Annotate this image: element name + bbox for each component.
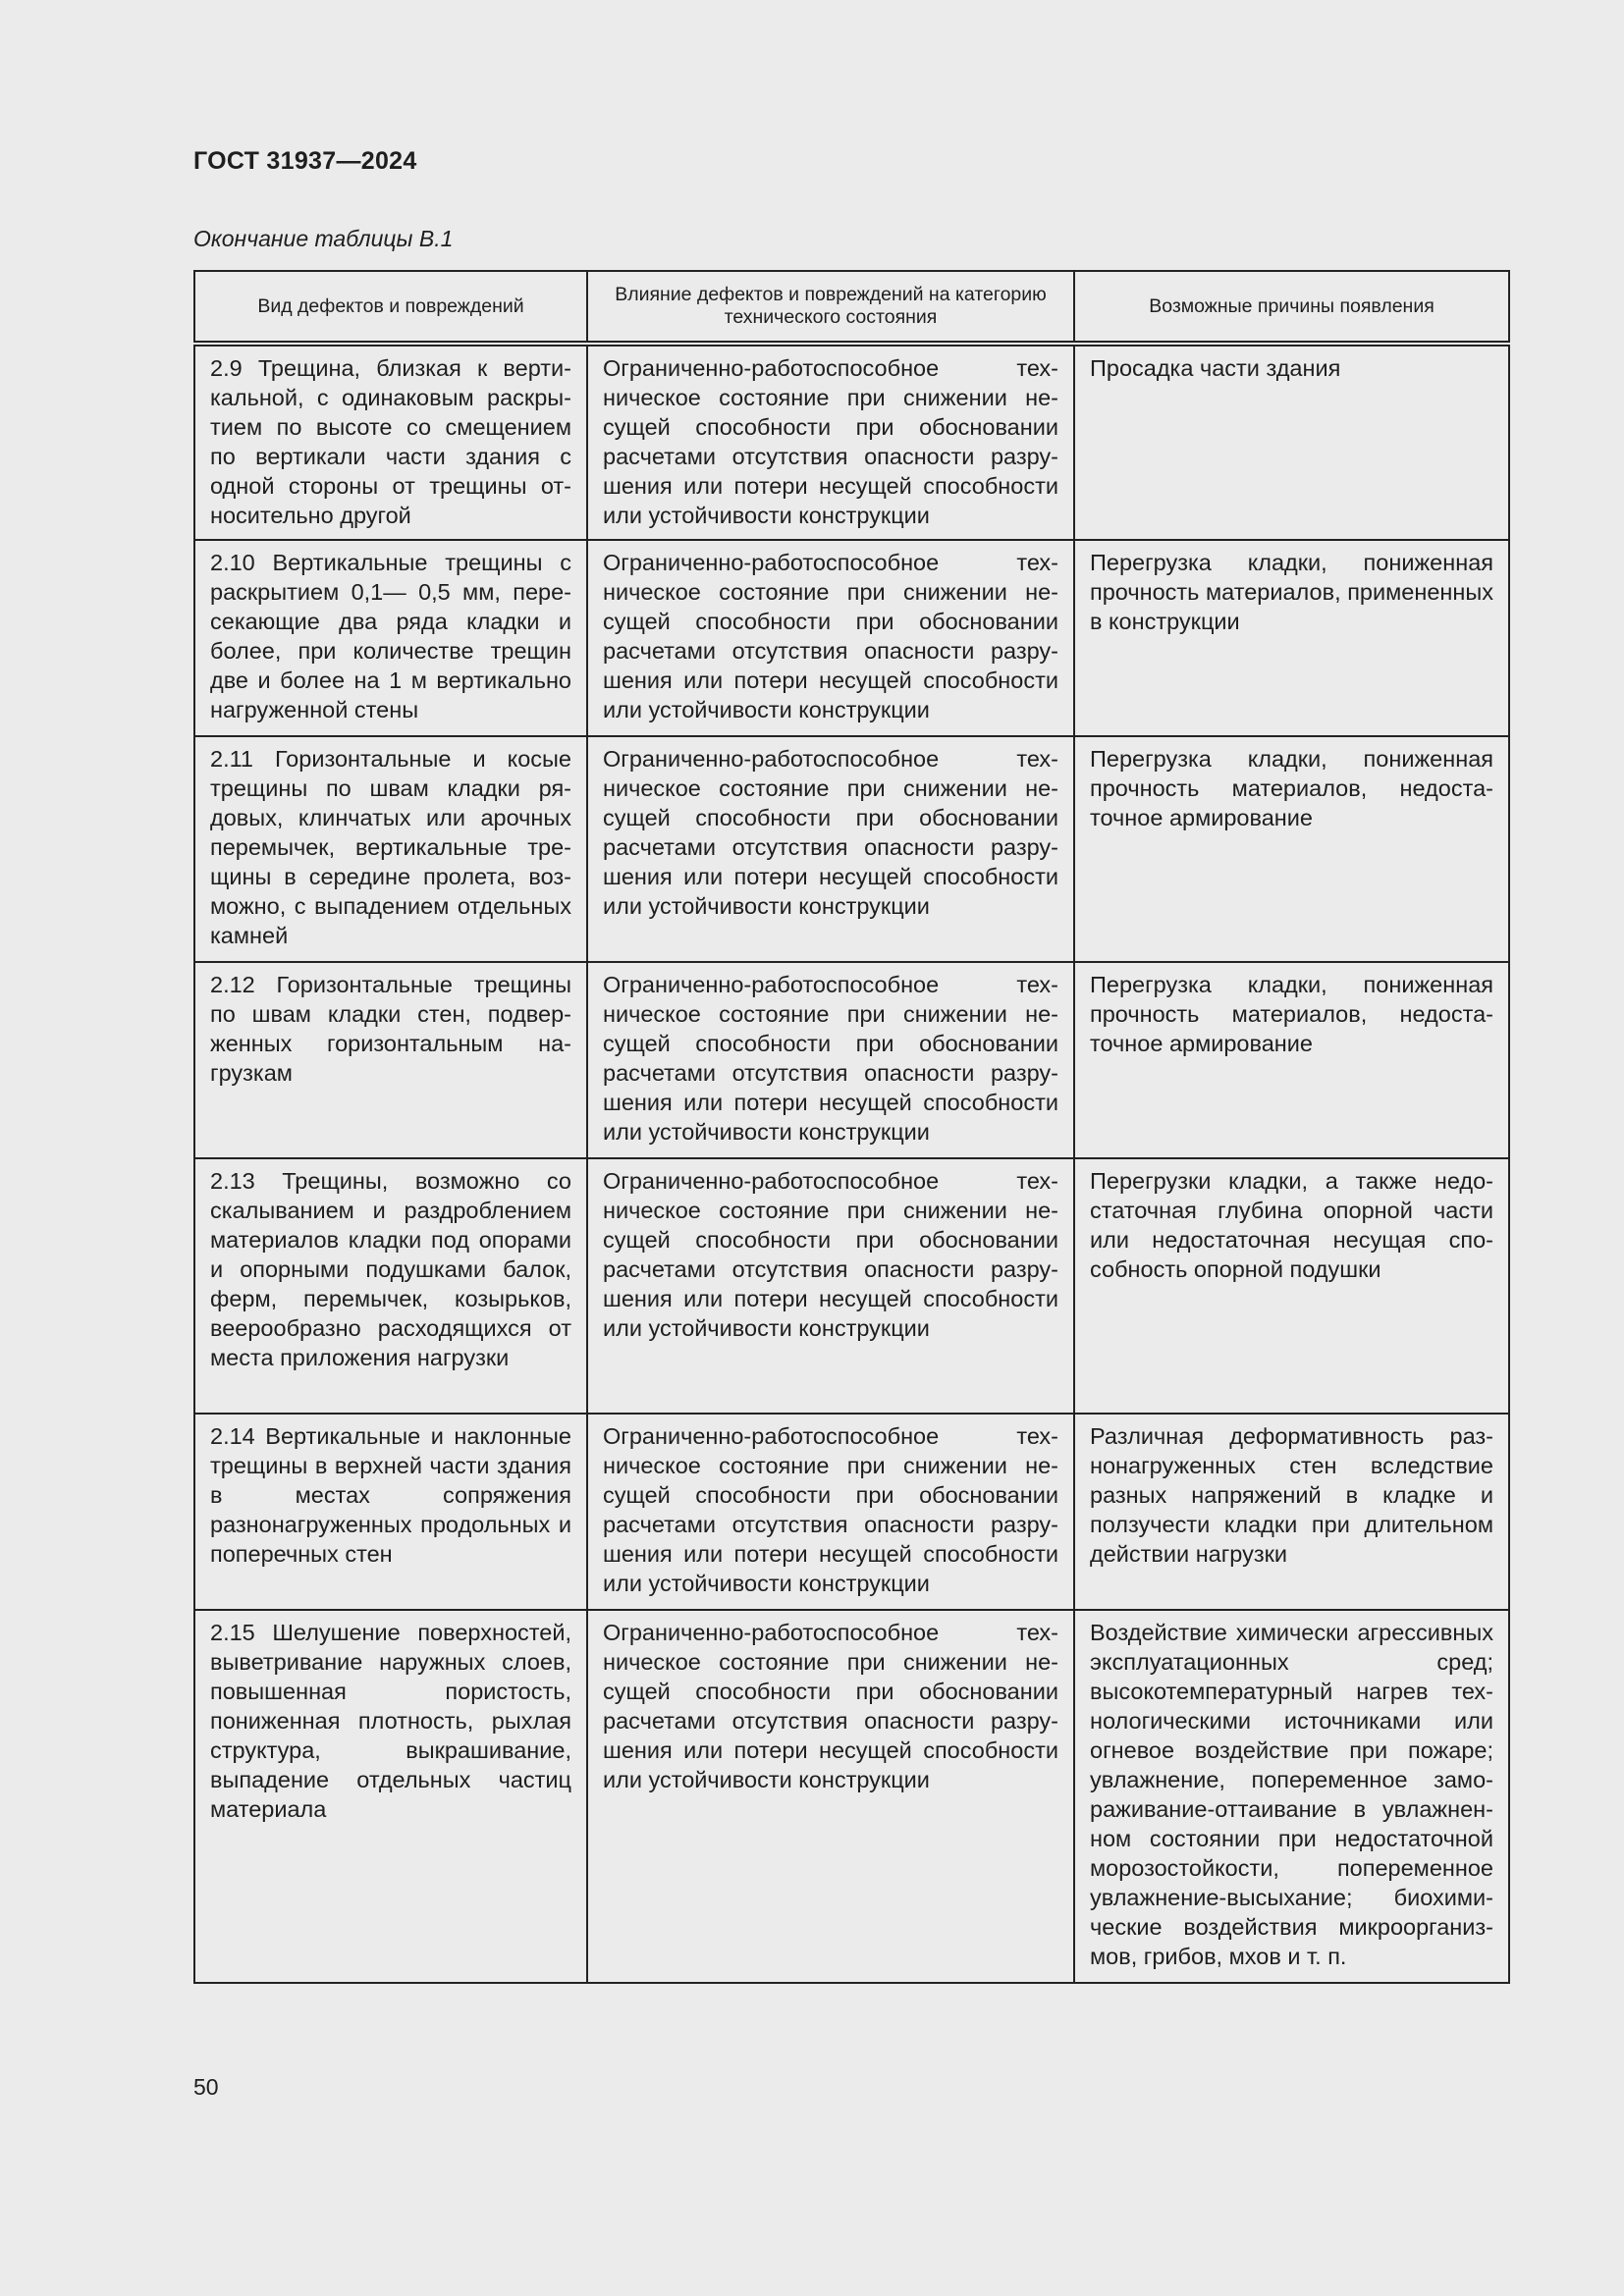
- table-header-row: [194, 271, 1509, 344]
- table-caption: Окончание таблицы В.1: [193, 226, 454, 251]
- cell-defect: 2.11 Горизонтальные и косые трещины по швам кладки рядовых, клинчатых или арочных перемычек, вертикальные трещины в середине пролета, возможно, с выпадением отдельных камней: [194, 736, 587, 962]
- cell-cause: Просадка части здания: [1074, 344, 1509, 540]
- cell-defect: 2.10 Вертикальные трещины с раскрытием 0,1— 0,5 мм, пересекающие два ряда кладки и более, при количестве трещин две и более на 1 м вертикально нагруженной стены: [194, 540, 587, 736]
- document-code: ГОСТ 31937—2024: [193, 147, 417, 175]
- page-number: 50: [193, 2074, 219, 2100]
- cell-impact: Ограниченно-работоспособное техническое состояние при снижении несущей способности при обосновании расчетами отсутствия опасности разрушения или потери несущей способности или устойчивости конструкции: [587, 1414, 1074, 1610]
- cell-cause: Перегрузки кладки, а также недостаточная глубина опорной части или недостаточная несущая способность опорной подушки: [1074, 1158, 1509, 1414]
- cell-defect: 2.9 Трещина, близкая к вертикальной, с одинаковым раскрытием по высоте со смещением по вертикали части здания с одной стороны от трещины относительно другой: [194, 344, 587, 540]
- defects-table: [193, 270, 1510, 1984]
- cell-defect: 2.15 Шелушение поверхностей, выветривание наружных слоев, повышенная пористость, пониженная плотность, рыхлая структура, выкрашивание, выпадение отдельных частиц материала: [194, 1610, 587, 1983]
- table-row: [194, 344, 1509, 540]
- cell-impact: Ограниченно-работоспособное техническое состояние при снижении несущей способности при обосновании расчетами отсутствия опасности разрушения или потери несущей способности или устойчивости конструкции: [587, 736, 1074, 962]
- cell-cause: Перегрузка кладки, пониженная прочность материалов, недостаточное армирование: [1074, 962, 1509, 1158]
- table-row: [194, 962, 1509, 1158]
- cell-cause: Перегрузка кладки, пониженная прочность материалов, примененных в конструкции: [1074, 540, 1509, 736]
- column-header-impact: Влияние дефектов и повреждений на категорию технического состояния: [587, 271, 1074, 344]
- cell-cause: Перегрузка кладки, пониженная прочность материалов, недостаточное армирование: [1074, 736, 1509, 962]
- cell-cause: Воздействие химически агрессивных эксплуатационных сред; высокотемпературный нагрев технологическими источниками или огневое воздействие при пожаре; увлажнение, попеременное замораживание-оттаивание в увлажненном состоянии при недостаточной морозостойкости, попеременное увлажнение-высыхание; биохимические воздействия микроорганизмов, грибов, мхов и т. п.: [1074, 1610, 1509, 1983]
- cell-impact: Ограниченно-работоспособное техническое состояние при снижении несущей способности при обосновании расчетами отсутствия опасности разрушения или потери несущей способности или устойчивости конструкции: [587, 1610, 1074, 1983]
- cell-impact: Ограниченно-работоспособное техническое состояние при снижении несущей способности при обосновании расчетами отсутствия опасности разрушения или потери несущей способности или устойчивости конструкции: [587, 962, 1074, 1158]
- cell-defect: 2.14 Вертикальные и наклонные трещины в верхней части здания в местах сопряжения разнонагруженных продольных и поперечных стен: [194, 1414, 587, 1610]
- column-header-causes: Возможные причины появления: [1074, 271, 1509, 344]
- table-row: [194, 736, 1509, 962]
- table-body: [194, 344, 1509, 1983]
- cell-impact: Ограниченно-работоспособное техническое состояние при снижении несущей способности при обосновании расчетами отсутствия опасности разрушения или потери несущей способности или устойчивости конструкции: [587, 1158, 1074, 1414]
- table-row: [194, 1414, 1509, 1610]
- cell-impact: Ограниченно-работоспособное техническое состояние при снижении несущей способности при обосновании расчетами отсутствия опасности разрушения или потери несущей способности или устойчивости конструкции: [587, 540, 1074, 736]
- cell-impact: Ограниченно-работоспособное техническое состояние при снижении несущей способности при обосновании расчетами отсутствия опасности разрушения или потери несущей способности или устойчивости конструкции: [587, 344, 1074, 540]
- column-header-defect-type: Вид дефектов и повреждений: [194, 271, 587, 344]
- table-row: [194, 1158, 1509, 1414]
- table-row: [194, 540, 1509, 736]
- cell-cause: Различная деформативность разнонагруженных стен вследствие разных напряжений в кладке и ползучести кладки при длительном действии нагрузки: [1074, 1414, 1509, 1610]
- cell-defect: 2.12 Горизонтальные трещины по швам кладки стен, подверженных горизонтальным нагрузкам: [194, 962, 587, 1158]
- table-row: [194, 1610, 1509, 1983]
- cell-defect: 2.13 Трещины, возможно со скалыванием и раздроблением материалов кладки под опорами и опорными подушками балок, ферм, перемычек, козырьков, веерообразно расходящихся от места приложения нагрузки: [194, 1158, 587, 1414]
